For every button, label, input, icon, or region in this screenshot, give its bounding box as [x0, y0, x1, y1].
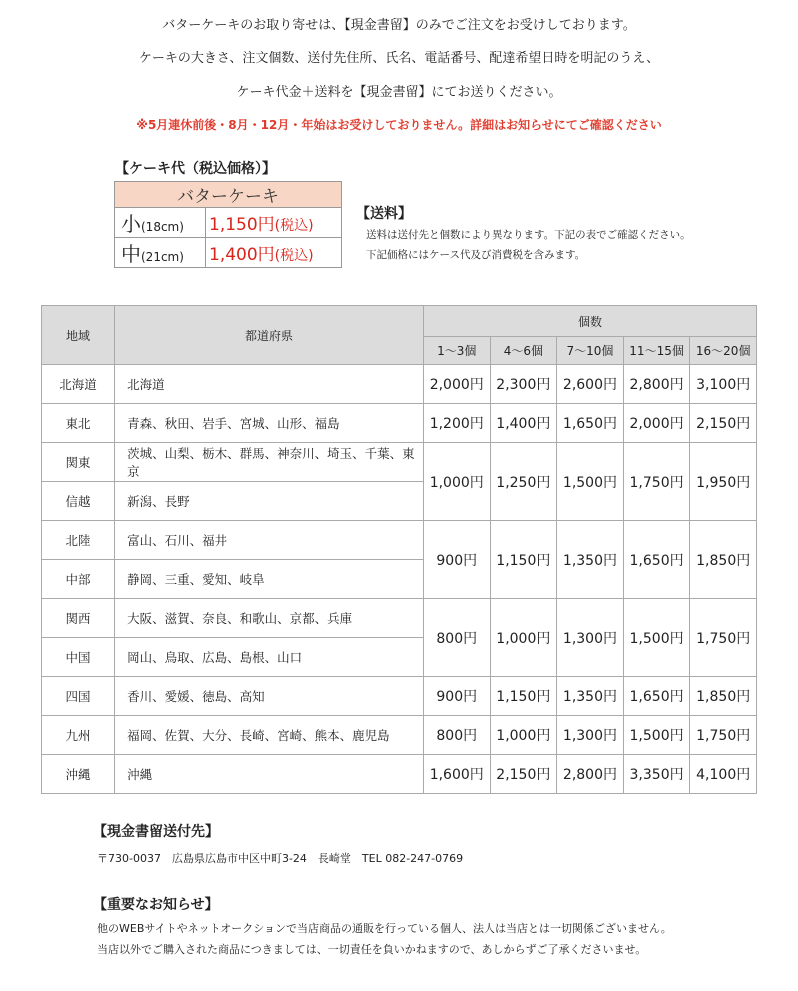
header-prefecture: 都道府県 [115, 306, 424, 365]
cake-price-value: 1,400円 [209, 245, 275, 265]
price-cell: 4,100円 [690, 755, 757, 794]
price-cell: 1,850円 [690, 677, 757, 716]
cake-price-value: 1,150円 [209, 215, 275, 235]
region-cell: 北陸 [42, 521, 115, 560]
table-row [42, 755, 757, 794]
cake-price-tax: (税込) [274, 218, 314, 234]
price-cell: 2,600円 [557, 365, 624, 404]
price-cell: 1,350円 [557, 521, 624, 599]
header-count: 個数 [423, 306, 756, 337]
price-cell: 1,650円 [623, 677, 690, 716]
price-cell: 1,350円 [557, 677, 624, 716]
cake-price-tax: (税込) [274, 248, 314, 264]
region-cell: 沖縄 [42, 755, 115, 794]
shipping-note-2: 下記価格にはケース代及び消費税を含みます。 [366, 249, 586, 261]
price-cell: 2,300円 [490, 365, 557, 404]
table-row [42, 365, 757, 404]
prefecture-cell: 富山、石川、福井 [115, 521, 424, 560]
price-cell: 1,000円 [490, 716, 557, 755]
price-cell: 1,850円 [690, 521, 757, 599]
price-cell: 1,000円 [423, 443, 490, 521]
header-count-range: 16〜20個 [690, 337, 757, 365]
closure-warning: ※5月連休前後・8月・12月・年始はお受けしておりません。詳細はお知らせにてご確認ください [136, 118, 662, 132]
price-cell: 2,000円 [423, 365, 490, 404]
price-cell: 800円 [423, 599, 490, 677]
price-cell: 1,500円 [623, 599, 690, 677]
prefecture-cell: 岡山、鳥取、広島、島根、山口 [115, 638, 424, 677]
prefecture-cell: 福岡、佐賀、大分、長崎、宮崎、熊本、鹿児島 [115, 716, 424, 755]
cake-size-label: 小 [121, 212, 141, 236]
price-cell: 2,800円 [557, 755, 624, 794]
prefecture-cell: 大阪、滋賀、奈良、和歌山、京都、兵庫 [115, 599, 424, 638]
price-cell: 1,650円 [557, 404, 624, 443]
price-cell: 1,000円 [490, 599, 557, 677]
table-row [42, 404, 757, 443]
price-cell: 900円 [423, 677, 490, 716]
price-cell: 1,250円 [490, 443, 557, 521]
notice-heading: 【重要なお知らせ】 [93, 897, 219, 913]
header-count-range: 11〜15個 [623, 337, 690, 365]
price-cell: 2,800円 [623, 365, 690, 404]
notice-line-1: 他のWEBサイトやネットオークションで当店商品の通販を行っている個人、法人は当店とは一切関係ございません。 [97, 922, 672, 935]
header-count-range: 7〜10個 [557, 337, 624, 365]
price-cell: 1,300円 [557, 599, 624, 677]
cake-size-row [115, 208, 342, 238]
region-cell: 四国 [42, 677, 115, 716]
table-row [42, 599, 757, 638]
cake-size-cm: (18cm) [141, 220, 184, 234]
price-cell: 3,350円 [623, 755, 690, 794]
shipping-heading: 【送料】 [356, 206, 412, 222]
prefecture-cell: 北海道 [115, 365, 424, 404]
prefecture-cell: 新潟、長野 [115, 482, 424, 521]
region-cell: 中部 [42, 560, 115, 599]
header-region: 地域 [42, 306, 115, 365]
price-cell: 1,950円 [690, 443, 757, 521]
notice-line-2: 当店以外でご購入された商品につきましては、一切責任を負いかねますので、あしからずご了承くださいませ。 [97, 943, 647, 956]
header-count-range: 1〜3個 [423, 337, 490, 365]
intro-line-3: ケーキ代金＋送料を【現金書留】にてお送りください。 [236, 85, 562, 100]
prefecture-cell: 沖縄 [115, 755, 424, 794]
region-cell: 東北 [42, 404, 115, 443]
price-cell: 1,650円 [623, 521, 690, 599]
price-cell: 2,150円 [690, 404, 757, 443]
price-cell: 2,150円 [490, 755, 557, 794]
intro-line-2: ケーキの大きさ、注文個数、送付先住所、氏名、電話番号、配達希望日時を明記のうえ、 [138, 51, 660, 66]
region-cell: 北海道 [42, 365, 115, 404]
intro-line-1: バターケーキのお取り寄せは、【現金書留】のみでご注文をお受けしております。 [162, 18, 636, 33]
price-cell: 1,750円 [690, 599, 757, 677]
price-cell: 1,300円 [557, 716, 624, 755]
price-cell: 800円 [423, 716, 490, 755]
cake-size-cm: (21cm) [141, 250, 184, 264]
region-cell: 関西 [42, 599, 115, 638]
price-cell: 1,200円 [423, 404, 490, 443]
prefecture-cell: 茨城、山梨、栃木、群馬、神奈川、埼玉、千葉、東京 [115, 443, 424, 482]
cake-product-name: バターケーキ [115, 182, 342, 208]
table-row [42, 677, 757, 716]
cake-size-row [115, 238, 342, 268]
price-cell: 1,400円 [490, 404, 557, 443]
price-cell: 2,000円 [623, 404, 690, 443]
prefecture-cell: 青森、秋田、岩手、宮城、山形、福島 [115, 404, 424, 443]
price-cell: 1,750円 [690, 716, 757, 755]
table-row [42, 716, 757, 755]
prefecture-cell: 香川、愛媛、徳島、高知 [115, 677, 424, 716]
table-row [42, 521, 757, 560]
region-cell: 中国 [42, 638, 115, 677]
price-cell: 3,100円 [690, 365, 757, 404]
price-cell: 1,150円 [490, 677, 557, 716]
shipping-note-1: 送料は送付先と個数により異なります。下記の表でご確認ください。 [366, 229, 691, 241]
price-cell: 1,750円 [623, 443, 690, 521]
address-text: 〒730-0037 広島県広島市中区中町3-24 長崎堂 TEL 082-247-0769 [97, 852, 464, 865]
table-row [42, 443, 757, 482]
price-cell: 1,500円 [557, 443, 624, 521]
cake-size-label: 中 [121, 242, 141, 266]
prefecture-cell: 静岡、三重、愛知、岐阜 [115, 560, 424, 599]
region-cell: 関東 [42, 443, 115, 482]
cake-price-heading: 【ケーキ代（税込価格）】 [115, 161, 276, 177]
price-cell: 900円 [423, 521, 490, 599]
header-count-range: 4〜6個 [490, 337, 557, 365]
region-cell: 信越 [42, 482, 115, 521]
shipping-rate-table [41, 305, 757, 794]
address-heading: 【現金書留送付先】 [93, 824, 219, 840]
cake-price-table [114, 181, 342, 268]
price-cell: 1,150円 [490, 521, 557, 599]
region-cell: 九州 [42, 716, 115, 755]
price-cell: 1,500円 [623, 716, 690, 755]
price-cell: 1,600円 [423, 755, 490, 794]
